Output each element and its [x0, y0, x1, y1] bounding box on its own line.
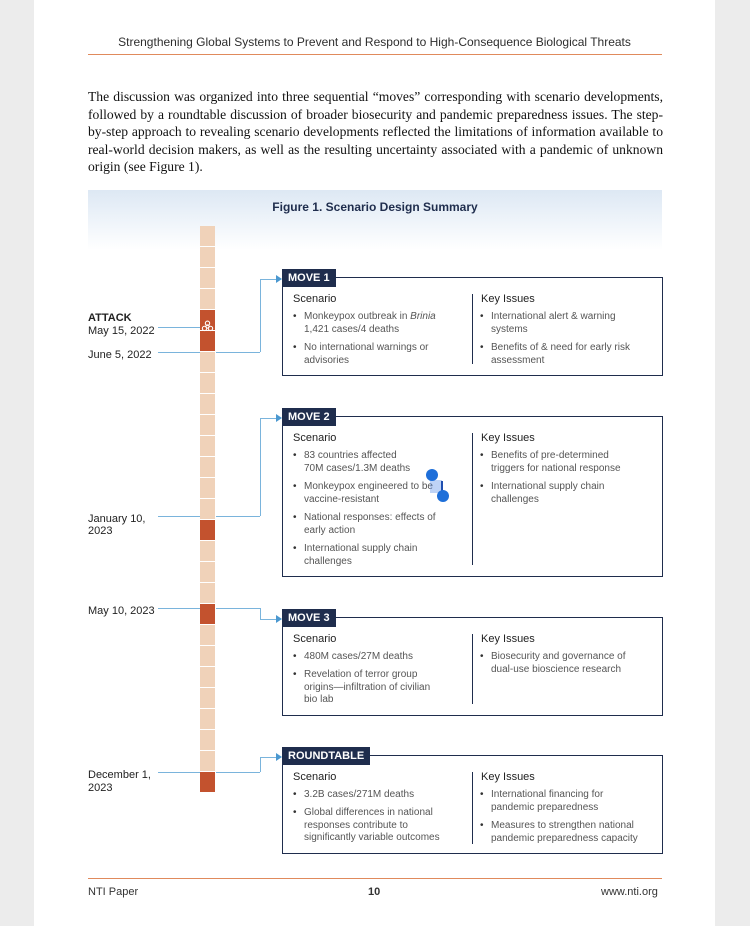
move2-connector-h: [216, 516, 260, 517]
figure-header-band: [88, 190, 662, 250]
move3-connector-v: [260, 608, 261, 619]
header-rule: [88, 54, 662, 55]
move1-connector-v: [260, 279, 261, 352]
connector-attack: [158, 327, 200, 328]
timeline-segment: [200, 625, 215, 645]
timeline-segment: [200, 499, 215, 519]
timeline-segment: [200, 415, 215, 435]
timeline-segment: [200, 394, 215, 414]
roundtable-scenario-item: • Global differences in national responses contribute to significantly variable outcomes: [293, 807, 440, 843]
date-dec-2023-line2: 2023: [88, 782, 113, 794]
move2-tag: MOVE 2: [282, 408, 336, 426]
move1-connector-top: [260, 279, 276, 280]
move2-connector-v: [260, 418, 261, 516]
timeline-bar: [200, 226, 215, 793]
move1-scenario-item: • No international warnings or advisories: [293, 342, 429, 366]
timeline-segment: [200, 730, 215, 750]
roundtable-connector-v: [260, 757, 261, 772]
roundtable-issue-item: • International financing for pandemic preparedness: [480, 789, 604, 813]
timeline-segment: [200, 436, 215, 456]
move3-issues-heading: Key Issues: [481, 633, 535, 645]
move3-scenario-item: • 480M cases/27M deaths: [293, 651, 413, 662]
timeline-segment: [200, 520, 215, 540]
connector-dec: [158, 772, 200, 773]
timeline-segment: [200, 709, 215, 729]
connector-may: [158, 608, 200, 609]
date-jan-2023-line1: January 10,: [88, 513, 146, 525]
biohazard-icon: [200, 316, 215, 336]
move2-connector-top: [260, 418, 276, 419]
timeline-segment: [200, 457, 215, 477]
timeline-segment: [200, 289, 215, 309]
date-may-2023: May 10, 2023: [88, 605, 155, 617]
selection-end-handle[interactable]: [437, 490, 449, 502]
move1-scenario-item: • Monkeypox outbreak in Brinia 1,421 cases/4 deaths: [293, 311, 436, 335]
timeline-segment: [200, 562, 215, 582]
move3-column-divider: [472, 634, 473, 704]
timeline-segment: [200, 226, 215, 246]
figure-title: Figure 1. Scenario Design Summary: [272, 200, 478, 214]
footer-website-link[interactable]: www.nti.org: [601, 886, 658, 898]
timeline-segment: [200, 268, 215, 288]
roundtable-issues-heading: Key Issues: [481, 771, 535, 783]
move2-scenario-item: • 83 countries affected 70M cases/1.3M deaths: [293, 450, 411, 474]
move2-box: [282, 416, 663, 577]
timeline-segment: [200, 688, 215, 708]
date-dec-2023-line1: December 1,: [88, 769, 151, 781]
roundtable-tag: ROUNDTABLE: [282, 747, 370, 765]
roundtable-box: [282, 755, 663, 854]
move3-connector-h: [216, 608, 260, 609]
move2-scenario-item: • National responses: effects of early action: [293, 512, 436, 536]
move3-issue-item: • Biosecurity and governance of dual-use bioscience research: [480, 651, 626, 675]
footer-publication: NTI Paper: [88, 886, 139, 898]
move2-issues-heading: Key Issues: [481, 432, 535, 444]
roundtable-connector-top: [260, 757, 276, 758]
connector-jan: [158, 516, 200, 517]
roundtable-scenario-item: • 3.2B cases/271M deaths: [293, 789, 415, 800]
timeline-segment: [200, 751, 215, 771]
move2-scenario-item: • International supply chain challenges: [293, 543, 418, 567]
timeline-segment: [200, 646, 215, 666]
selection-start-handle[interactable]: [426, 469, 438, 481]
move3-box: [282, 617, 663, 716]
move2-scenario-item[interactable]: • Monkeypox engineered to be vaccine-resistant: [293, 481, 433, 505]
attack-label: ATTACK: [88, 312, 132, 324]
timeline-segment: [200, 667, 215, 687]
move1-issue-item: • Benefits of & need for early risk assessment: [480, 342, 630, 366]
roundtable-connector-h: [216, 772, 260, 773]
page-number: 10: [368, 886, 381, 898]
roundtable-issue-item: • Measures to strengthen national pandemic preparedness capacity: [480, 820, 638, 844]
move3-connector-top: [260, 619, 276, 620]
date-jan-2023-line2: 2023: [88, 525, 113, 537]
attack-date: May 15, 2022: [88, 325, 155, 337]
roundtable-column-divider: [472, 772, 473, 844]
running-header: Strengthening Global Systems to Prevent and Respond to High-Consequence Biological Threats: [118, 35, 631, 49]
move1-issue-item: • International alert & warning systems: [480, 311, 616, 335]
move2-issue-item: • International supply chain challenges: [480, 481, 605, 505]
connector-june: [158, 352, 200, 353]
move1-box: [282, 277, 663, 376]
move3-tag: MOVE 3: [282, 609, 336, 627]
move1-scenario-heading: Scenario: [293, 293, 337, 305]
footer-rule: [88, 878, 662, 879]
move1-connector-h: [216, 352, 260, 353]
timeline-segment: [200, 352, 215, 372]
move2-issue-item: • Benefits of pre-determined triggers for national response: [480, 450, 621, 474]
timeline-segment: [200, 583, 215, 603]
move3-scenario-heading: Scenario: [293, 633, 337, 645]
move3-scenario-item: • Revelation of terror group origins—infiltration of civilian bio lab: [293, 669, 431, 705]
move1-column-divider: [472, 294, 473, 364]
move2-scenario-heading: Scenario: [293, 432, 337, 444]
intro-paragraph[interactable]: The discussion was organized into three sequential “moves” corresponding with scenario developments, followed by a roundtable discussion of broader biosecurity and pandemic preparedness issues. The step-by-step approach to revealing scenario developments reflected the limitations of information available to real-world decision makers, as well as the resulting uncertainty associated with a pandemic of unknown origin (see Figure 1).: [88, 89, 663, 175]
timeline-segment: [200, 604, 215, 624]
timeline-segment: [200, 772, 215, 792]
timeline-segment: [200, 478, 215, 498]
timeline-segment: [200, 541, 215, 561]
roundtable-scenario-heading: Scenario: [293, 771, 337, 783]
move2-column-divider: [472, 433, 473, 565]
timeline-segment: [200, 373, 215, 393]
date-june-2022: June 5, 2022: [88, 349, 152, 361]
timeline-segment: [200, 247, 215, 267]
move1-tag: MOVE 1: [282, 269, 336, 287]
move1-issues-heading: Key Issues: [481, 293, 535, 305]
